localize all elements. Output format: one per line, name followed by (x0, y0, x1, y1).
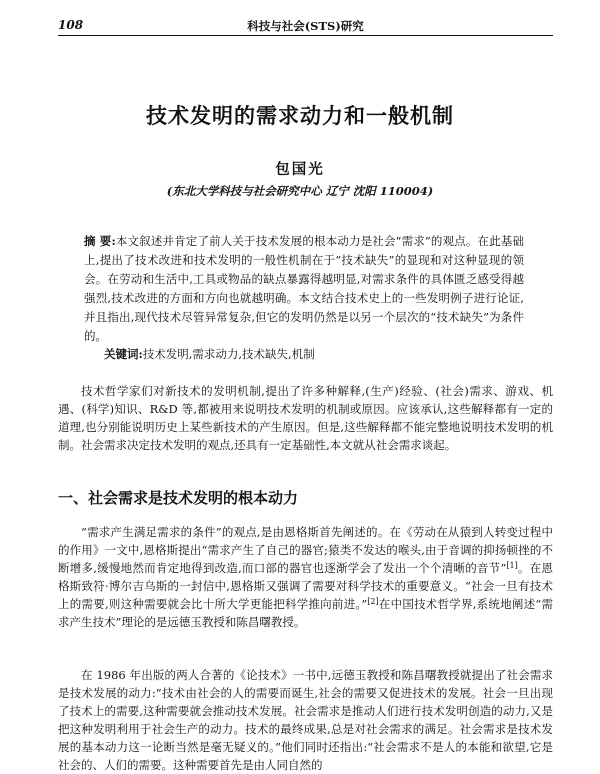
paragraph-text: 在中国技术哲学界,系统地阐述“需求产生技术”理论的是远德玉教授和陈昌曙教授。 (58, 597, 553, 629)
paragraph-text: 。在恩格斯致符·博尔吉乌斯的一封信中,恩格斯又强调了需要对科学技术的重要意义。“社会一旦有技术上的需要,则这种需要就会比十所大学更能把科学推向前进。” (58, 561, 554, 611)
author-affiliation: (东北大学科技与社会研究中心 辽宁 沈阳 110004) (166, 184, 434, 198)
article-title: 技术发明的需求动力和一般机制 (146, 104, 454, 128)
page-number: 108 (58, 18, 84, 32)
paragraph-text: “需求产生满足需求的条件”的观点,是由恩格斯首先阐述的。在《劳动在从猿到人转变过程中的作用》一文中,恩格斯提出“需求产生了自己的器官;猿类不发达的喉头,由于音调的抑扬顿挫的不断增多,缓慢地然而肯定地得到改造,而口部的器官也逐渐学会了发出一个个清晰的音节” (58, 525, 553, 575)
abstract (84, 232, 524, 346)
header-rule (58, 35, 553, 36)
keywords (104, 345, 524, 363)
abstract-label: 摘 要: (84, 234, 116, 248)
body-paragraph-2 (58, 523, 553, 631)
author-name: 包国光 (275, 161, 325, 178)
citation-ref-1: [1] (506, 561, 518, 570)
section-heading: 一、社会需求是技术发明的根本动力 (58, 489, 299, 507)
intro-paragraph: 技术哲学家们对新技术的发明机制,提出了许多种解释,(生产)经验、(社会)需求、游戏、机遇、(科学)知识、R&D 等,都被用来说明技术发明的机制或原因。应该承认,这些解释都有一定的道理,也分别能说明历史上某些新技术的产生原因。但是,这些解释都不能完整地说明技术发明的机制。社会需求决定技术发明的观点,还具有一定基础性,本文就从社会需求谈起。 (58, 384, 553, 452)
citation-ref-2: [2] (367, 597, 379, 606)
abstract-text: 本文叙述并肯定了前人关于技术发展的根本动力是社会“需求”的观点。在此基础上,提出了技术改进和技术发明的一般性机制在于“技术缺失”的显现和对这种显现的领会。在劳动和生活中,工具或物品的缺点暴露得越明显,对需求条件的具体匮乏感受得越强烈,技术改进的方面和方向也就越明确。本文结合技术史上的一些发明例子进行论证,并且指出,现代技术尽管异常复杂,但它的发明仍然是以另一个层次的“技术缺失”为条件的。 (84, 234, 524, 343)
keywords-text: 技术发明,需求动力,技术缺失,机制 (142, 347, 315, 361)
journal-name: 科技与社会(STS)研究 (247, 19, 364, 33)
body-paragraph-3: 在 1986 年出版的两人合著的《论技术》一书中,远德玉教授和陈昌曙教授就提出了社会需求是技术发展的动力:“技术由社会的人的需要而诞生,社会的需要又促进技术的发展。社会一旦出现了技术上的需要,这种需要就会推动技术发展。社会需求是推动人们进行技术发明创造的动力,又是把这种发明利用于社会生产的动力。技术的最终成果,总是对社会需求的满足。社会需求是技术发展的基本动力这一论断当然是毫无疑义的。”他们同时还指出:“社会需求不是人的本能和欲望,它是社会的、人们的需要。这种需要首先是由人同自然的 (58, 668, 553, 772)
running-header (58, 14, 553, 34)
keywords-label: 关键词: (104, 347, 143, 361)
